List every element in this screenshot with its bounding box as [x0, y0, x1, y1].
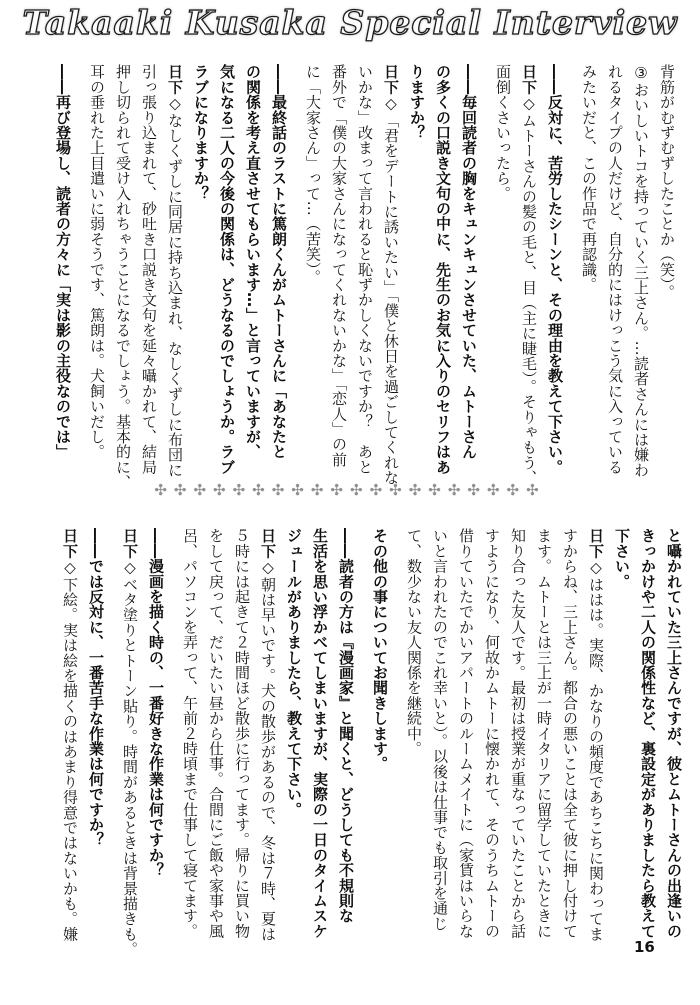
- interview-answer-line: 番外で「僕の大家さんになってくれないかな」「恋人」の前: [330, 64, 348, 467]
- interviewer-question-line: ――では反対に、一番苦手な作業は何ですか？: [87, 528, 105, 848]
- speaker-label: 日下◇: [121, 528, 139, 577]
- interview-answer-line: 引っ張り込まれて、砂吐き口説き文句を延々囁かれて、結局: [140, 64, 158, 475]
- interview-text-block-lower: [57, 528, 687, 957]
- interview-answer-line: れるタイプの人だけど、自分的にはけっこう気に入っている: [606, 64, 624, 475]
- interview-answer-line: 日下◇下絵。実は絵を描くのはあまり得意ではないかも。嫌: [61, 528, 79, 942]
- interview-text-block-upper: [50, 64, 680, 490]
- ornament-divider-row: ✣✣✣✣✣✣✣✣✣✣✣✣✣✣✣✣✣✣✣✣: [154, 481, 546, 499]
- interview-answer-line: て、数少ない友人関係を継続中。: [405, 528, 423, 756]
- interviewer-question-line: きっかけや二人の関係性など、裏設定がありましたら教えて: [639, 528, 657, 939]
- interview-answer-line: 日下◇「君をデートに誘いたい」「僕と休日を過ごしてくれな: [382, 64, 400, 486]
- speaker-label: 日下◇: [61, 528, 79, 577]
- interview-answer-line: ③おいしいトコを持っていく三上さん。…読者さんには嫌わ: [632, 64, 650, 478]
- interview-answer-line: すようになり、何故かムトーに懐かれて、そのうちムトーの: [483, 528, 501, 939]
- interviewer-question-line: その他の事についてお聞きします。: [371, 528, 389, 772]
- interview-answer-line: いかな」改まって言われると恥ずかしくないですか？ あと: [356, 64, 374, 475]
- interviewer-question-line: 気になる二人の今後の関係は、どうなるのでしょうか。ラブ: [218, 64, 236, 475]
- interviewer-question-line: ――読者の方は『漫画家』と聞くと、どうしても不規則な: [337, 528, 355, 924]
- interview-answer-line: 日下◇なしくずしに同居に持ち込まれ、なしくずしに布団に: [166, 64, 184, 478]
- interview-answer-line: みたいだと、この作品で再認識。: [580, 64, 598, 292]
- interviewer-question-line: 下さい。: [613, 528, 631, 589]
- interview-answer-line: 知り合った友人です。最初は授業が重なっていたことから話: [509, 528, 527, 939]
- speaker-label: 日下◇: [520, 64, 538, 113]
- interview-answer-line: いと言われたのでこれ幸いと）。以後は仕事でも取引を通じ: [431, 528, 449, 931]
- interview-answer-line: に「大家さん」って…（苦笑）。: [304, 64, 322, 285]
- interviewer-question-line: ――最終話のラストに篤朗くんがムトーさんに「あなたと: [270, 64, 288, 460]
- page-number: 16: [634, 938, 655, 956]
- interviewer-question-line: ――反対に、苦労したシーンと、その理由を教えて下さい。: [546, 64, 564, 475]
- interviewer-question-line: ――漫画を描く時の、一番好きな作業は何ですか？: [147, 528, 165, 878]
- interview-answer-line: ５時には起きて２時間ほど散歩に行ってます。帰りに買い物: [233, 528, 251, 939]
- interview-answer-line: すからね、三上さん。都合の悪いことは全て彼に押し付けて: [561, 528, 579, 939]
- interview-answer-line: をして戻って、だいたい昼から仕事。合間にご飯や家事や風: [207, 528, 225, 939]
- interview-answer-line: 呂、パソコンを弄って、午前２時頃まで仕事して寝てます。: [181, 528, 199, 939]
- interview-answer-line: 面倒くさいったら。: [494, 64, 512, 201]
- interviewer-question-line: の多くの口説き文句の中に、先生のお気に入りのセリフはあ: [434, 64, 452, 475]
- interviewer-question-line: りますか？: [408, 64, 426, 140]
- speaker-label: 日下◇: [587, 528, 605, 577]
- interview-answer-line: ます。ムトーとは三上が一時イタリアに留学していたときに: [535, 528, 553, 939]
- interviewer-question-line: ラブになりますか？: [192, 64, 210, 201]
- interview-answer-line: 借りていたでかいアパートのルームメイトに（家賃はいらな: [457, 528, 475, 939]
- interviewer-question-line: 生活を思い浮かべてしまいますが、実際の一日のタイムスケ: [311, 528, 329, 939]
- interview-answer-line: 日下◇ムトーさんの髪の毛と、目（主に睫毛）。そりゃもう、: [520, 64, 538, 486]
- speaker-label: 日下◇: [166, 64, 184, 113]
- speaker-label: 日下◇: [259, 528, 277, 577]
- interviewer-question-line: ――再び登場し、読者の方々に「実は影の主役なのでは」: [54, 64, 72, 460]
- speaker-label: 日下◇: [382, 64, 400, 113]
- interview-answer-line: 日下◇ははは。実際、かなりの頻度であちこちに関わってま: [587, 528, 605, 942]
- interviewer-question-line: ――毎回読者の胸をキュンキュンさせていた、ムトーさん: [460, 64, 478, 460]
- interview-answer-line: 日下◇朝は早いです。犬の散歩があるので、冬は７時、夏は: [259, 528, 277, 942]
- interviewer-question-line: と囁かれていた三上さんですが、彼とムトーさんの出逢いの: [665, 528, 683, 939]
- interview-answer-line: 押し切られて受け入れちゃうことになるでしょう。基本的に、: [114, 64, 132, 490]
- interview-answer-line: 日下◇ベタ塗りとトーン貼り。時間があるときは背景描きも。: [121, 528, 139, 957]
- interviewer-question-line: の関係を考え直させてもらいます…」と言っていますが、: [244, 64, 262, 460]
- interview-answer-line: 背筋がむずむずしたことか（笑）。: [658, 64, 676, 300]
- page-title: Takaaki Kusaka Special Interview: [22, 3, 678, 42]
- interviewer-question-line: ジュールがありましたら、教えて下さい。: [285, 528, 303, 817]
- interview-answer-line: 耳の垂れた上目遣いに弱そうです、篤朗は。犬飼いだし。: [88, 64, 106, 460]
